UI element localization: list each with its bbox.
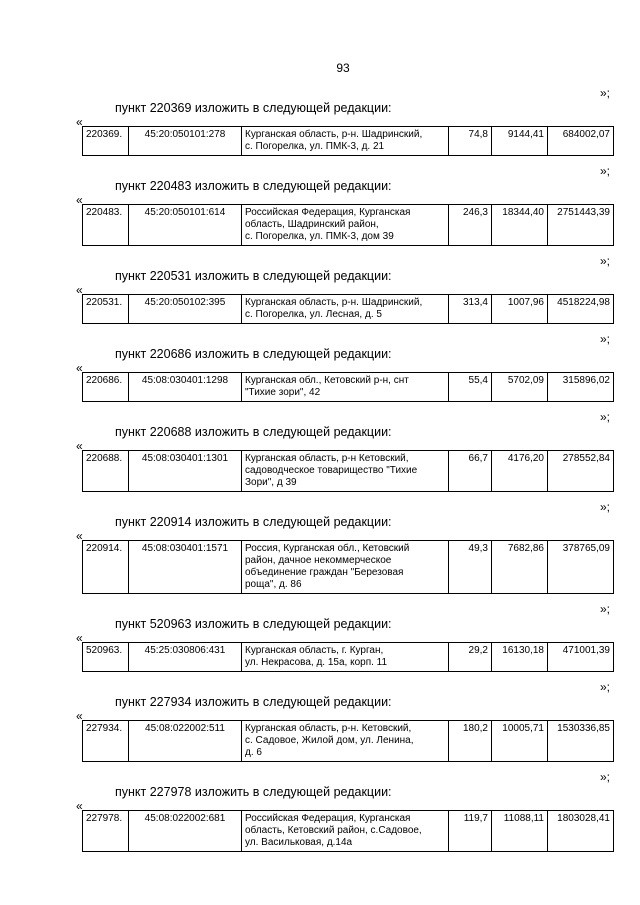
- item-number-cell: 220483.: [83, 205, 129, 246]
- address-cell: [242, 373, 449, 402]
- item-number-cell: 220686.: [83, 373, 129, 402]
- address-line: с. Погорелка, ул. Лесная, д. 5: [245, 309, 382, 320]
- amendment-heading: пункт 220914 изложить в следующей редакции:: [115, 515, 392, 529]
- address-line: область, Шадринский район,: [245, 219, 379, 230]
- table-row: [83, 643, 614, 672]
- page-number: 93: [336, 61, 350, 75]
- amendment-heading: пункт 220483 изложить в следующей редакции:: [115, 179, 392, 193]
- total-cell: 471001,39: [548, 643, 614, 672]
- table-row: [83, 127, 614, 156]
- amendment-entry: [0, 770, 640, 860]
- item-number-cell: 520963.: [83, 643, 129, 672]
- table-row: [83, 451, 614, 492]
- amendment-heading: пункт 227934 изложить в следующей редакции:: [115, 695, 392, 709]
- cadastral-number-cell: 45:08:022002:511: [129, 721, 242, 762]
- item-number-cell: 227978.: [83, 811, 129, 852]
- total-cell: 1530336,85: [548, 721, 614, 762]
- opening-quote: «: [76, 529, 83, 543]
- amendment-heading: пункт 220688 изложить в следующей редакции:: [115, 425, 392, 439]
- address-cell: [242, 205, 449, 246]
- item-number-cell: 220688.: [83, 451, 129, 492]
- opening-quote: «: [76, 193, 83, 207]
- amendment-entry: [0, 680, 640, 770]
- address-line: с. Погорелка, ул. ПМК-3, дом 39: [245, 231, 394, 242]
- amendment-entry: [0, 254, 640, 332]
- property-table: [82, 642, 614, 672]
- amendment-entry: [0, 164, 640, 254]
- table-row: [83, 295, 614, 324]
- table-row: [83, 373, 614, 402]
- amendment-heading: пункт 220369 изложить в следующей редакции:: [115, 101, 392, 115]
- address-line: район, дачное некоммерческое: [245, 555, 392, 566]
- address-line: Россия, Курганская обл., Кетовский: [245, 543, 410, 554]
- amendment-entry: [0, 410, 640, 500]
- address-line: с. Погорелка, ул. ПМК-3, д. 21: [245, 141, 385, 152]
- price-cell: 18344,40: [492, 205, 548, 246]
- amendment-entry: [0, 332, 640, 410]
- total-cell: 378765,09: [548, 541, 614, 594]
- amendment-heading: пункт 227978 изложить в следующей редакции:: [115, 785, 392, 799]
- area-cell: 180,2: [449, 721, 492, 762]
- cadastral-number-cell: 45:08:030401:1301: [129, 451, 242, 492]
- area-cell: 49,3: [449, 541, 492, 594]
- address-line: ул. Васильковая, д.14а: [245, 837, 353, 848]
- price-cell: 9144,41: [492, 127, 548, 156]
- table-row: [83, 721, 614, 762]
- address-line: Курганская область, р-н. Шадринский,: [245, 297, 423, 308]
- address-cell: [242, 295, 449, 324]
- area-cell: 313,4: [449, 295, 492, 324]
- cadastral-number-cell: 45:20:050102:395: [129, 295, 242, 324]
- opening-quote: «: [76, 799, 83, 813]
- opening-quote: «: [76, 439, 83, 453]
- closing-quote: »;: [599, 410, 610, 424]
- amendment-entry: [0, 602, 640, 680]
- table-row: [83, 811, 614, 852]
- address-line: Российская Федерация, Курганская: [245, 207, 411, 218]
- property-table: [82, 372, 614, 402]
- amendments-list: [0, 86, 640, 860]
- address-cell: [242, 721, 449, 762]
- total-cell: 4518224,98: [548, 295, 614, 324]
- property-table: [82, 294, 614, 324]
- address-line: Российская Федерация, Курганская: [245, 813, 411, 824]
- opening-quote: «: [76, 283, 83, 297]
- price-cell: 1007,96: [492, 295, 548, 324]
- price-cell: 4176,20: [492, 451, 548, 492]
- price-cell: 16130,18: [492, 643, 548, 672]
- property-table: [82, 126, 614, 156]
- address-line: Зори", д 39: [245, 477, 297, 488]
- area-cell: 246,3: [449, 205, 492, 246]
- property-table: [82, 204, 614, 246]
- address-cell: [242, 127, 449, 156]
- property-table: [82, 540, 614, 594]
- cadastral-number-cell: 45:08:030401:1298: [129, 373, 242, 402]
- address-line: роща", д. 86: [245, 579, 302, 590]
- address-cell: [242, 541, 449, 594]
- total-cell: 684002,07: [548, 127, 614, 156]
- total-cell: 278552,84: [548, 451, 614, 492]
- closing-quote: »;: [599, 86, 610, 100]
- closing-quote: »;: [599, 500, 610, 514]
- item-number-cell: 220914.: [83, 541, 129, 594]
- item-number-cell: 220531.: [83, 295, 129, 324]
- cadastral-number-cell: 45:08:022002:681: [129, 811, 242, 852]
- property-table: [82, 720, 614, 762]
- address-cell: [242, 811, 449, 852]
- address-line: область, Кетовский район, с.Садовое,: [245, 825, 422, 836]
- table-row: [83, 205, 614, 246]
- opening-quote: «: [76, 709, 83, 723]
- address-line: садоводческое товарищество "Тихие: [245, 465, 418, 476]
- total-cell: 315896,02: [548, 373, 614, 402]
- closing-quote: »;: [599, 332, 610, 346]
- closing-quote: »;: [599, 254, 610, 268]
- address-line: ул. Некрасова, д. 15а, корп. 11: [245, 657, 388, 668]
- cadastral-number-cell: 45:20:050101:278: [129, 127, 242, 156]
- item-number-cell: 227934.: [83, 721, 129, 762]
- address-line: Курганская область, р-н. Кетовский,: [245, 723, 412, 734]
- amendment-heading: пункт 520963 изложить в следующей редакции:: [115, 617, 392, 631]
- amendment-heading: пункт 220531 изложить в следующей редакции:: [115, 269, 392, 283]
- table-row: [83, 541, 614, 594]
- address-line: Курганская область, р-н Кетовский,: [245, 453, 409, 464]
- total-cell: 1803028,41: [548, 811, 614, 852]
- amendment-entry: [0, 500, 640, 602]
- address-line: Курганская обл., Кетовский р-н, снт: [245, 375, 409, 386]
- closing-quote: »;: [599, 680, 610, 694]
- address-line: с. Садовое, Жилой дом, ул. Ленина,: [245, 735, 414, 746]
- opening-quote: «: [76, 361, 83, 375]
- closing-quote: »;: [599, 770, 610, 784]
- address-line: "Тихие зори", 42: [245, 387, 321, 398]
- price-cell: 11088,11: [492, 811, 548, 852]
- area-cell: 74,8: [449, 127, 492, 156]
- address-line: Курганская область, р-н. Шадринский,: [245, 129, 423, 140]
- address-cell: [242, 451, 449, 492]
- address-line: объединение граждан "Березовая: [245, 567, 404, 578]
- price-cell: 5702,09: [492, 373, 548, 402]
- cadastral-number-cell: 45:25:030806:431: [129, 643, 242, 672]
- item-number-cell: 220369.: [83, 127, 129, 156]
- property-table: [82, 450, 614, 492]
- amendment-entry: [0, 86, 640, 164]
- property-table: [82, 810, 614, 852]
- opening-quote: «: [76, 631, 83, 645]
- address-cell: [242, 643, 449, 672]
- area-cell: 119,7: [449, 811, 492, 852]
- price-cell: 7682,86: [492, 541, 548, 594]
- area-cell: 66,7: [449, 451, 492, 492]
- address-line: Курганская область, г. Курган,: [245, 645, 384, 656]
- address-line: д. 6: [245, 747, 262, 758]
- closing-quote: »;: [599, 602, 610, 616]
- closing-quote: »;: [599, 164, 610, 178]
- area-cell: 29,2: [449, 643, 492, 672]
- price-cell: 10005,71: [492, 721, 548, 762]
- area-cell: 55,4: [449, 373, 492, 402]
- opening-quote: «: [76, 115, 83, 129]
- total-cell: 2751443,39: [548, 205, 614, 246]
- amendment-heading: пункт 220686 изложить в следующей редакции:: [115, 347, 392, 361]
- cadastral-number-cell: 45:08:030401:1571: [129, 541, 242, 594]
- cadastral-number-cell: 45:20:050101:614: [129, 205, 242, 246]
